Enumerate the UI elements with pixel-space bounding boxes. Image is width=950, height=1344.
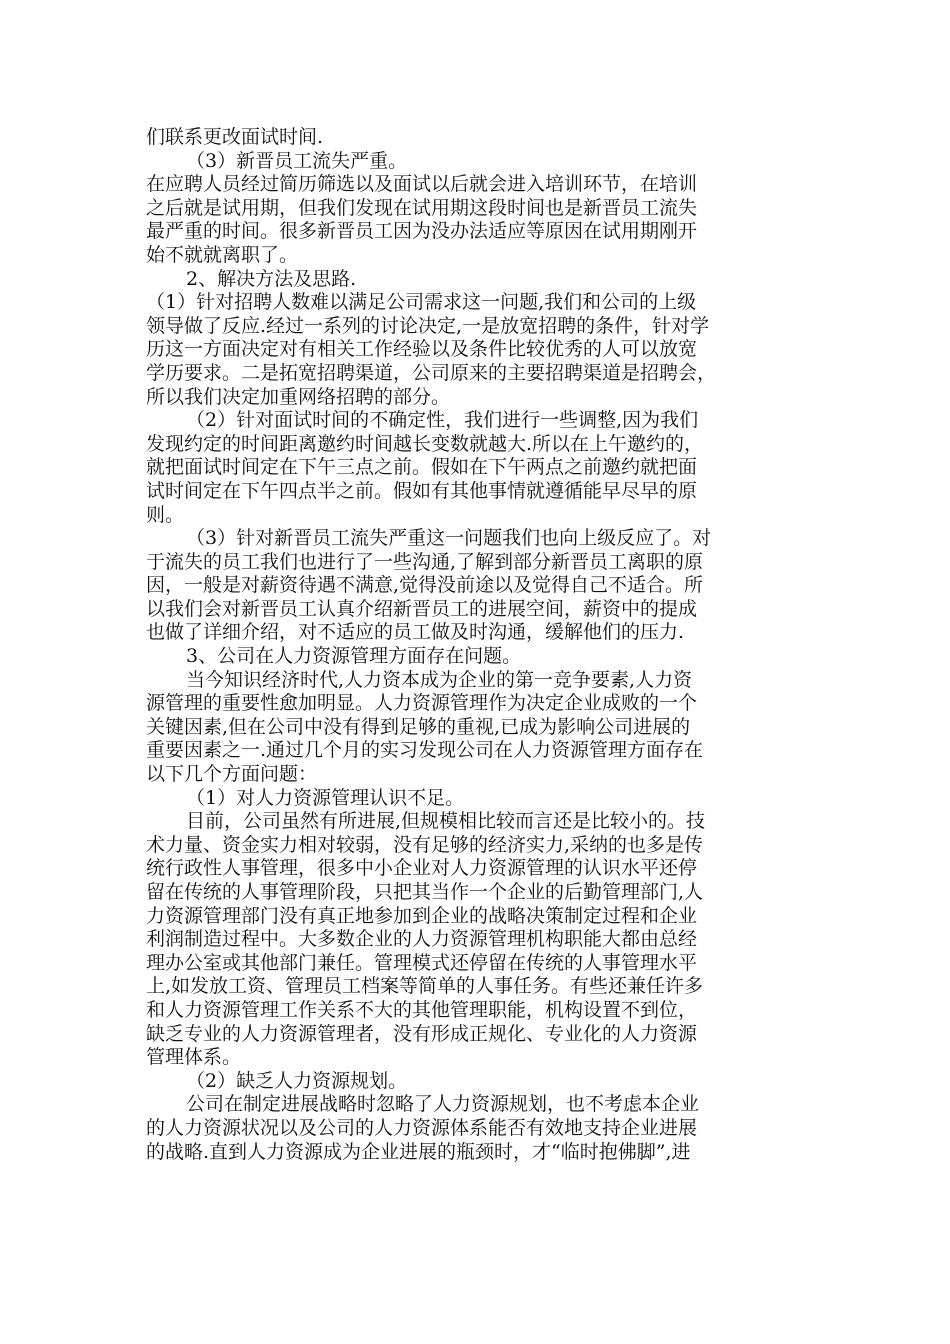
text-line: 领导做了反应.经过一系列的讨论决定,一是放宽招聘的条件，针对学 <box>146 314 710 337</box>
text-line: （3）针对新晋员工流失严重这一问题我们也向上级反应了。对 <box>186 527 712 550</box>
text-line: 试时间定在下午四点半之前。假如有其他事情就遵循能早尽早的原 <box>146 479 698 502</box>
text-line: 公司在制定进展战略时忽略了人力资源规划，也不考虑本企业 <box>186 1093 700 1116</box>
subheading: （2）缺乏人力资源规划。 <box>186 1069 408 1092</box>
text-line: 所以我们决定加重网络招聘的部分。 <box>146 385 451 408</box>
text-line: 缺乏专业的人力资源管理者，没有形成正规化、专业化的人力资源 <box>146 1022 698 1045</box>
subheading: （3）新晋员工流失严重。 <box>186 149 408 172</box>
text-line: 的战略.直到人力资源成为企业进展的瓶颈时，才“临时抱佛脚”,进 <box>146 1140 691 1163</box>
text-line: 理办公室或其他部门兼任。管理模式还停留在传统的人事管理水平 <box>146 951 698 974</box>
text-line: 关键因素,但在公司中没有得到足够的重视,已成为影响公司进展的 <box>146 715 691 738</box>
text-line: （2）针对面试时间的不确定性，我们进行一些调整,因为我们 <box>186 409 699 432</box>
text-line: 们联系更改面试时间. <box>146 126 324 148</box>
document-body <box>146 126 811 1164</box>
text-line: 也做了详细介绍，对不适应的员工做及时沟通，缓解他们的压力. <box>146 621 685 644</box>
text-line: 就把面试时间定在下午三点之前。假如在下午两点之前邀约就把面 <box>146 456 698 479</box>
text-line: 术力量、资金实力相对较弱，没有足够的经济实力,采纳的也多是传 <box>146 833 704 856</box>
text-line: 力资源管理部门没有真正地参加到企业的战略决策制定过程和企业 <box>146 904 698 927</box>
text-line: 上,如发放工资、管理员工档案等简单的人事任务。有些还兼任许多 <box>146 975 704 998</box>
text-line: 重要因素之一.通过几个月的实习发现公司在人力资源管理方面存在 <box>146 739 704 762</box>
text-line: 的人力资源状况以及公司的人力资源体系能否有效地支持企业进展 <box>146 1116 698 1139</box>
text-line: 发现约定的时间距离邀约时间越长变数就越大.所以在上午邀约的， <box>146 432 704 455</box>
text-line: 历这一方面决定对有相关工作经验以及条件比较优秀的人可以放宽 <box>146 338 698 361</box>
text-line: （1）针对招聘人数难以满足公司需求这一问题,我们和公司的上级 <box>146 291 697 314</box>
text-line: 学历要求。二是拓宽招聘渠道，公司原来的主要招聘渠道是招聘会， <box>146 361 717 384</box>
subheading: （1）对人力资源管理认识不足。 <box>186 786 465 809</box>
text-line: 管理体系。 <box>146 1046 242 1069</box>
text-line: 利润制造过程中。大多数企业的人力资源管理机构职能大都由总经 <box>146 928 698 951</box>
text-line: 以我们会对新晋员工认真介绍新晋员工的进展空间，薪资中的提成 <box>146 597 698 620</box>
text-line: 以下几个方面问题： <box>146 763 318 786</box>
text-line: 目前，公司虽然有所进展,但规模相比较而言还是比较小的。技 <box>186 810 706 833</box>
text-line: 最严重的时间。很多新晋员工因为没办法适应等原因在试用期刚开 <box>146 220 698 243</box>
text-line: 在应聘人员经过简历筛选以及面试以后就会进入培训环节，在培训 <box>146 173 698 196</box>
text-line: 统行政性人事管理，很多中小企业对人力资源管理的认识水平还停 <box>146 857 698 880</box>
section-heading: 3、公司在人力资源管理方面存在问题。 <box>186 645 522 668</box>
section-heading: 2、解决方法及思路. <box>186 267 357 290</box>
text-line: 留在传统的人事管理阶段，只把其当作一个企业的后勤管理部门,人 <box>146 881 704 903</box>
text-line: 源管理的重要性愈加明显。人力资源管理作为决定企业成败的一个 <box>146 692 698 715</box>
text-line: 始不就就离职了。 <box>146 243 299 266</box>
text-line: 当今知识经济时代,人力资本成为企业的第一竞争要素,人力资 <box>186 668 693 691</box>
text-line: 因，一般是对薪资待遇不满意,觉得没前途以及觉得自己不适合。所 <box>146 574 704 597</box>
text-line: 则。 <box>146 503 185 526</box>
text-line: 之后就是试用期，但我们发现在试用期这段时间也是新晋员工流失 <box>146 196 698 219</box>
text-line: 和人力资源管理工作关系不大的其他管理职能，机构设置不到位， <box>146 998 698 1021</box>
text-line: 于流失的员工我们也进行了一些沟通,了解到部分新晋员工离职的原 <box>146 550 704 573</box>
